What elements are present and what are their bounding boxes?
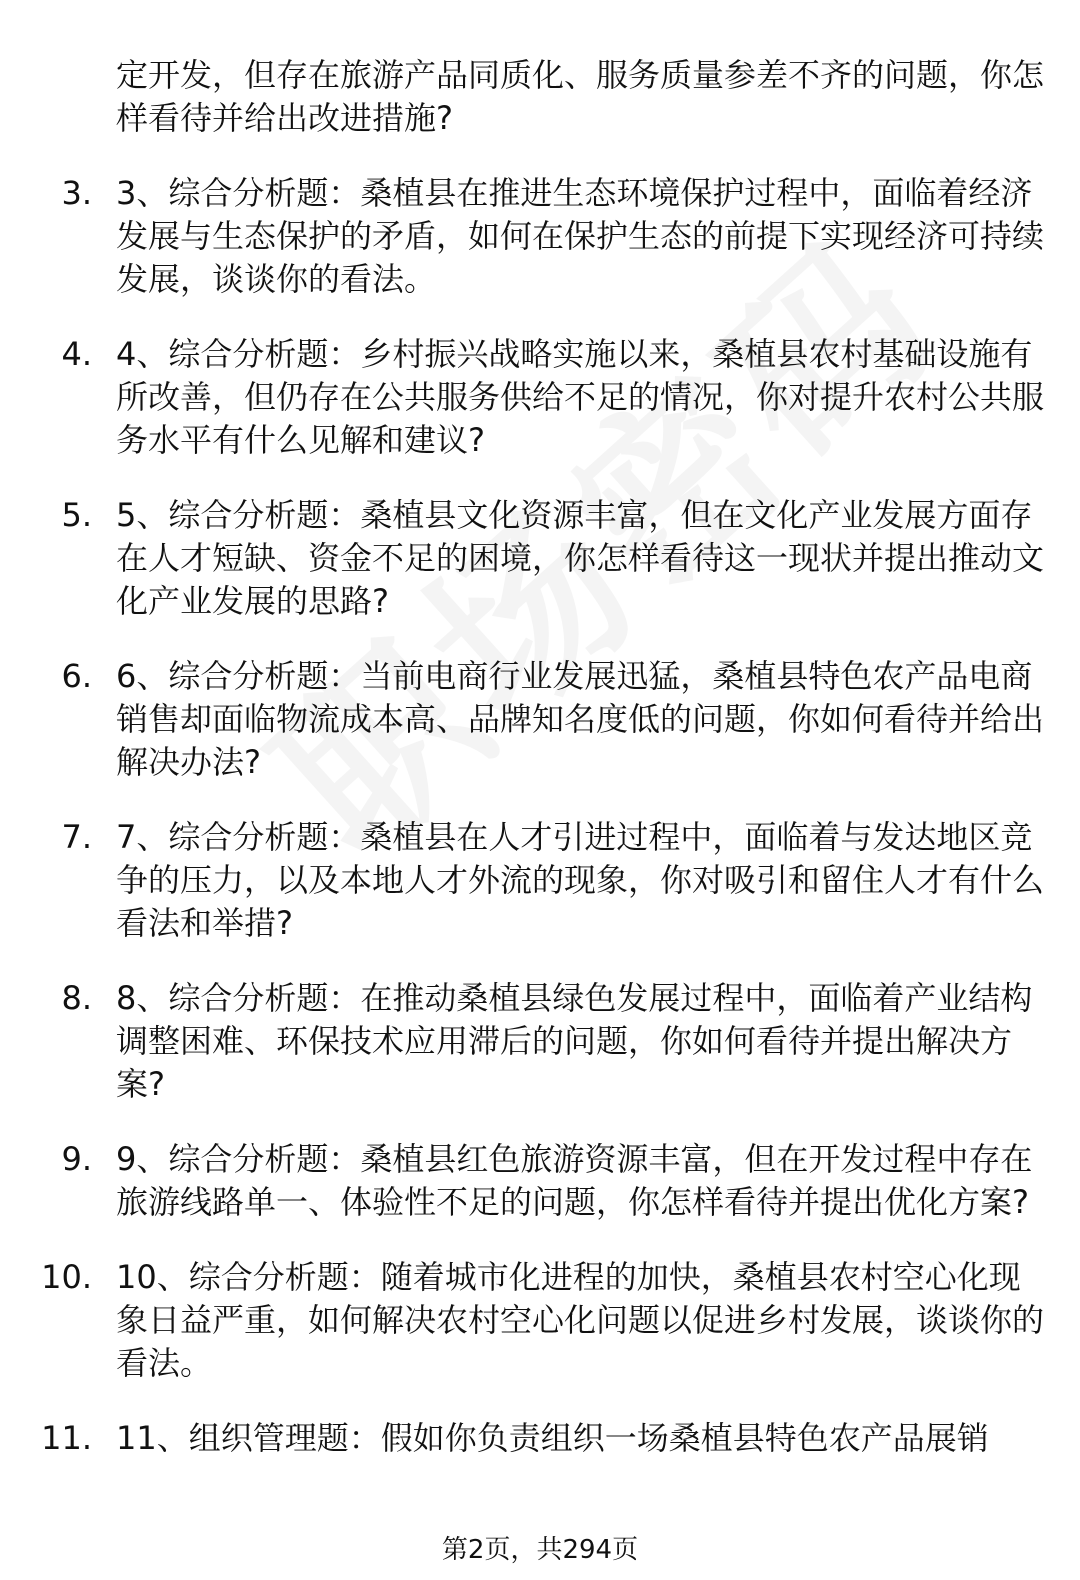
list-item [0,1138,1080,1224]
question-text: 10、综合分析题：随着城市化进程的加快，桑植县农村空心化现象日益严重，如何解决农村空心化问题以促进乡村发展，谈谈你的看法。 [116,1258,1045,1382]
list-item [0,816,1080,945]
item-number: 6. [61,657,92,695]
item-number: 3. [61,174,92,212]
item-number: 7. [61,818,92,856]
item-number: 8. [61,979,92,1017]
question-text: 5、综合分析题：桑植县文化资源丰富，但在文化产业发展方面存在人才短缺、资金不足的困境，你怎样看待这一现状并提出推动文化产业发展的思路? [116,496,1045,620]
question-text: 7、综合分析题：桑植县在人才引进过程中，面临着与发达地区竞争的压力，以及本地人才外流的现象，你对吸引和留住人才有什么看法和举措? [116,818,1045,942]
document-body [0,54,1080,1460]
continued-question-text: 定开发，但存在旅游产品同质化、服务质量参差不齐的问题，你怎样看待并给出改进措施? [116,56,1045,137]
item-number: 4. [61,335,92,373]
item-number: 5. [61,496,92,534]
list-item [0,977,1080,1106]
list-item [0,172,1080,301]
page-footer: 第2页，共294页 [441,1535,639,1565]
question-text: 3、综合分析题：桑植县在推进生态环境保护过程中，面临着经济发展与生态保护的矛盾，如何在保护生态的前提下实现经济可持续发展，谈谈你的看法。 [116,174,1045,298]
question-text: 8、综合分析题：在推动桑植县绿色发展过程中，面临着产业结构调整困难、环保技术应用滞后的问题，你如何看待并提出解决方案? [116,979,1033,1103]
question-text: 11、组织管理题：假如你负责组织一场桑植县特色农产品展销 [116,1419,989,1457]
question-text: 4、综合分析题：乡村振兴战略实施以来，桑植县农村基础设施有所改善，但仍存在公共服务供给不足的情况，你对提升农村公共服务水平有什么见解和建议? [116,335,1045,459]
list-item [0,1256,1080,1385]
question-text: 9、综合分析题：桑植县红色旅游资源丰富，但在开发过程中存在旅游线路单一、体验性不足的问题，你怎样看待并提出优化方案? [116,1140,1033,1221]
item-number: 9. [61,1140,92,1178]
list-item [0,494,1080,623]
item-number: 10. [41,1258,92,1296]
question-text: 6、综合分析题：当前电商行业发展迅猛，桑植县特色农产品电商销售却面临物流成本高、品牌知名度低的问题，你如何看待并给出解决办法? [116,657,1045,781]
list-item [0,655,1080,784]
list-item [0,1417,1080,1460]
list-item [0,333,1080,462]
item-number: 11. [41,1419,92,1457]
